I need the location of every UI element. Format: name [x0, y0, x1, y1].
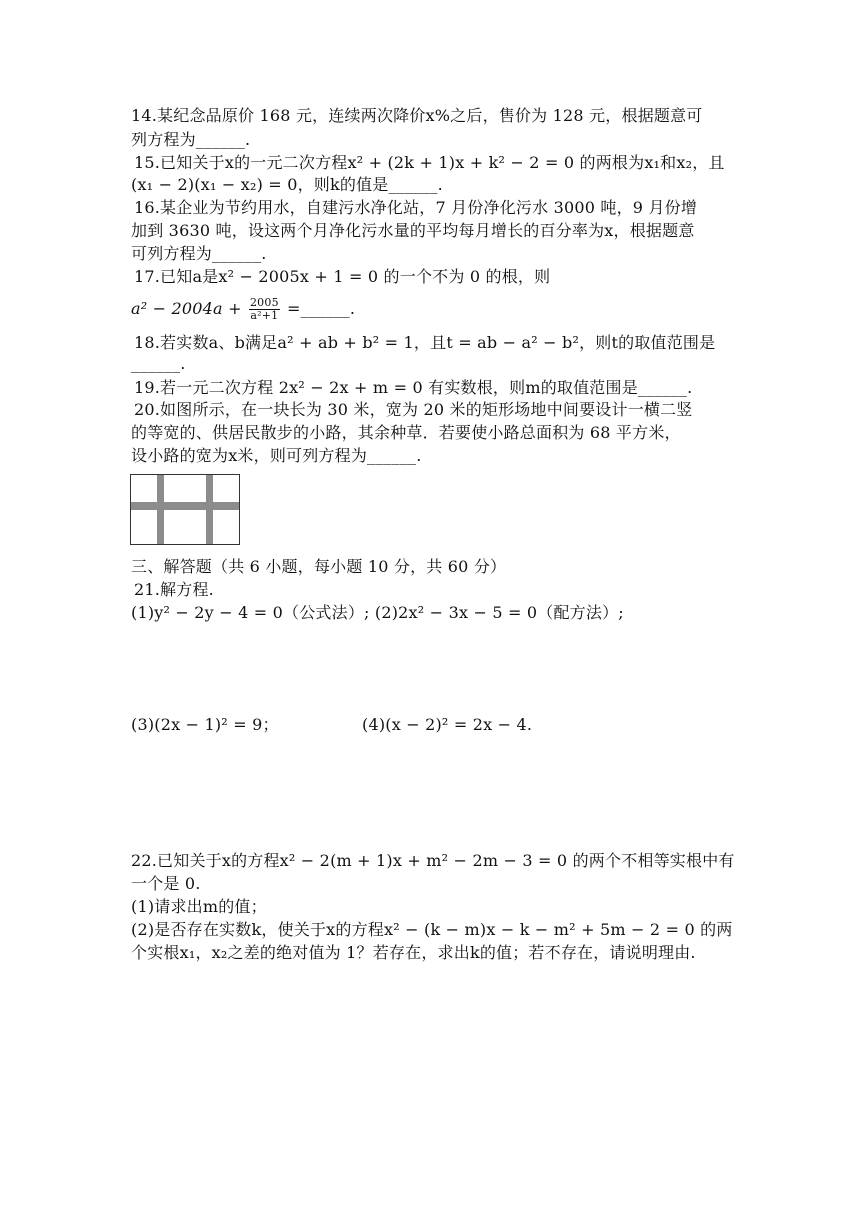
q17-line2 — [131, 294, 355, 324]
q22-part2-line2: 个实根x₁，x₂之差的绝对值为 1？若存在，求出k的值；若不存在，请说明理由. — [131, 943, 696, 962]
q17-expr-suffix: =______. — [281, 299, 356, 318]
q21-parts-1-2: (1)y² − 2y − 4 = 0（公式法）; (2)2x² − 3x − 5 = 0（配方法）; — [131, 603, 624, 622]
q22-line1: 22.已知关于x的方程x² − 2(m + 1)x + m² − 2m − 3 = 0 的两个不相等实根中有 — [131, 851, 735, 870]
vertical-path-right — [206, 475, 213, 544]
q21-part4: (4)(x − 2)² = 2x − 4. — [362, 715, 533, 734]
q21-title: 21.解方程. — [134, 580, 214, 599]
q15-line1: 15.已知关于x的一元二次方程x² + (2k + 1)x + k² − 2 = 0 的两根为x₁和x₂，且 — [134, 153, 725, 172]
q22-part2-line1: (2)是否存在实数k，使关于x的方程x² − (k − m)x − k − m² + 5m − 2 = 0 的两 — [131, 920, 733, 939]
vertical-path-left — [157, 475, 164, 544]
q19-line1: 19.若一元二次方程 2x² − 2x + m = 0 有实数根，则m的取值范围是______. — [134, 378, 693, 397]
q17-line1: 17.已知a是x² − 2005x + 1 = 0 的一个不为 0 的根，则 — [134, 267, 551, 286]
q17-fraction-denominator: a²+1 — [250, 309, 279, 322]
q22-part1: (1)请求出m的值； — [131, 897, 267, 916]
q14-line1: 14.某纪念品原价 168 元，连续两次降价x%之后，售价为 128 元，根据题意可 — [131, 106, 703, 125]
q18-line2: ______. — [131, 354, 186, 373]
section3-title: 三、解答题（共 6 小题，每小题 10 分，共 60 分） — [131, 557, 507, 576]
q16-line3: 可列方程为______. — [131, 244, 267, 263]
q16-line1: 16.某企业为节约用水，自建污水净化站，7 月份净化污水 3000 吨，9 月份增 — [134, 198, 698, 217]
q14-line2: 列方程为______. — [131, 130, 251, 149]
q18-line1: 18.若实数a、b满足a² + ab + b² = 1，且t = ab − a² − b²，则t的取值范围是 — [134, 333, 716, 352]
q20-line2: 的等宽的、供居民散步的小路，其余种草．若要使小路总面积为 68 平方米， — [131, 423, 681, 442]
q17-fraction — [249, 297, 280, 322]
q20-line1: 20.如图所示，在一块长为 30 米，宽为 20 米的矩形场地中间要设计一横二竖 — [134, 400, 693, 419]
field-diagram — [130, 474, 240, 545]
horizontal-path — [131, 502, 239, 510]
q16-line2: 加到 3630 吨，设这两个月净化污水量的平均每月增长的百分率为x，根据题意 — [131, 221, 695, 240]
q15-line2: (x₁ − 2)(x₁ − x₂) = 0，则k的值是______. — [131, 175, 443, 194]
q17-expr-prefix: a² − 2004a + — [131, 299, 247, 318]
q22-line2: 一个是 0. — [131, 874, 201, 893]
q17-fraction-numerator: 2005 — [249, 296, 279, 309]
q21-part3: (3)(2x − 1)² = 9； — [131, 715, 279, 734]
q20-line3: 设小路的宽为x米，则可列方程为______. — [131, 446, 422, 465]
